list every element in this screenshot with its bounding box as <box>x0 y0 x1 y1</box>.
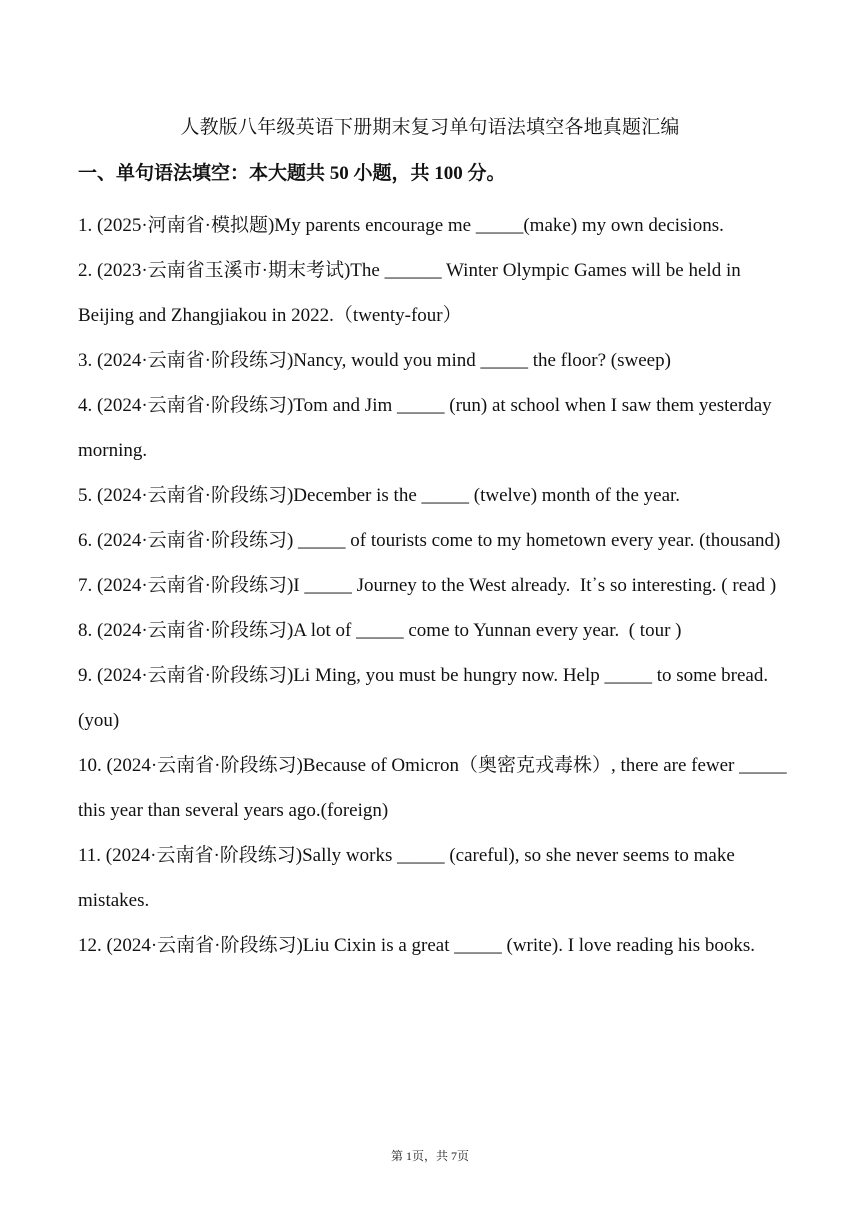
question-item: 5. (2024·云南省·阶段练习)December is the _____ (twelve) month of the year. <box>78 485 681 506</box>
question-item: 9. (2024·云南省·阶段练习)Li Ming, you must be hungry now. Help _____ to some bread. (you) <box>78 665 773 731</box>
section-heading: 一、单句语法填空：本大题共 50 小题，共 100 分。 <box>78 163 506 184</box>
question-list <box>78 203 792 968</box>
question-item: 6. (2024·云南省·阶段练习) _____ of tourists come to my hometown every year. (thousand) <box>78 530 781 551</box>
question-item: 11. (2024·云南省·阶段练习)Sally works _____ (careful), so she never seems to make mistakes. <box>78 845 740 911</box>
question-item: 12. (2024·云南省·阶段练习)Liu Cixin is a great _____ (write). I love reading his books. <box>78 935 756 956</box>
question-item: 1. (2025·河南省·模拟题)My parents encourage me _____(make) my own decisions. <box>78 215 724 236</box>
page-footer: 第 1页，共 7页 <box>390 1149 469 1163</box>
question-item: 3. (2024·云南省·阶段练习)Nancy, would you mind _____ the floor? (sweep) <box>78 350 671 371</box>
document-title: 人教版八年级英语下册期末复习单句语法填空各地真题汇编 <box>180 117 680 138</box>
question-item: 2. (2023·云南省玉溪市·期末考试)The ______ Winter Olympic Games will be held in Beijing and Zhangjiakou in 2022.（twenty-four） <box>78 260 746 326</box>
question-item: 4. (2024·云南省·阶段练习)Tom and Jim _____ (run) at school when I saw them yesterday morning. <box>78 395 777 461</box>
question-item: 8. (2024·云南省·阶段练习)A lot of _____ come to Yunnan every year. ( tour ) <box>78 620 682 641</box>
question-item: 7. (2024·云南省·阶段练习)I _____ Journey to the West already. It᾿s so interesting. ( read ) <box>78 575 777 596</box>
question-item: 10. (2024·云南省·阶段练习)Because of Omicron（奥密克戎毒株）, there are fewer _____ this year than several years ago.(foreign) <box>78 755 792 821</box>
